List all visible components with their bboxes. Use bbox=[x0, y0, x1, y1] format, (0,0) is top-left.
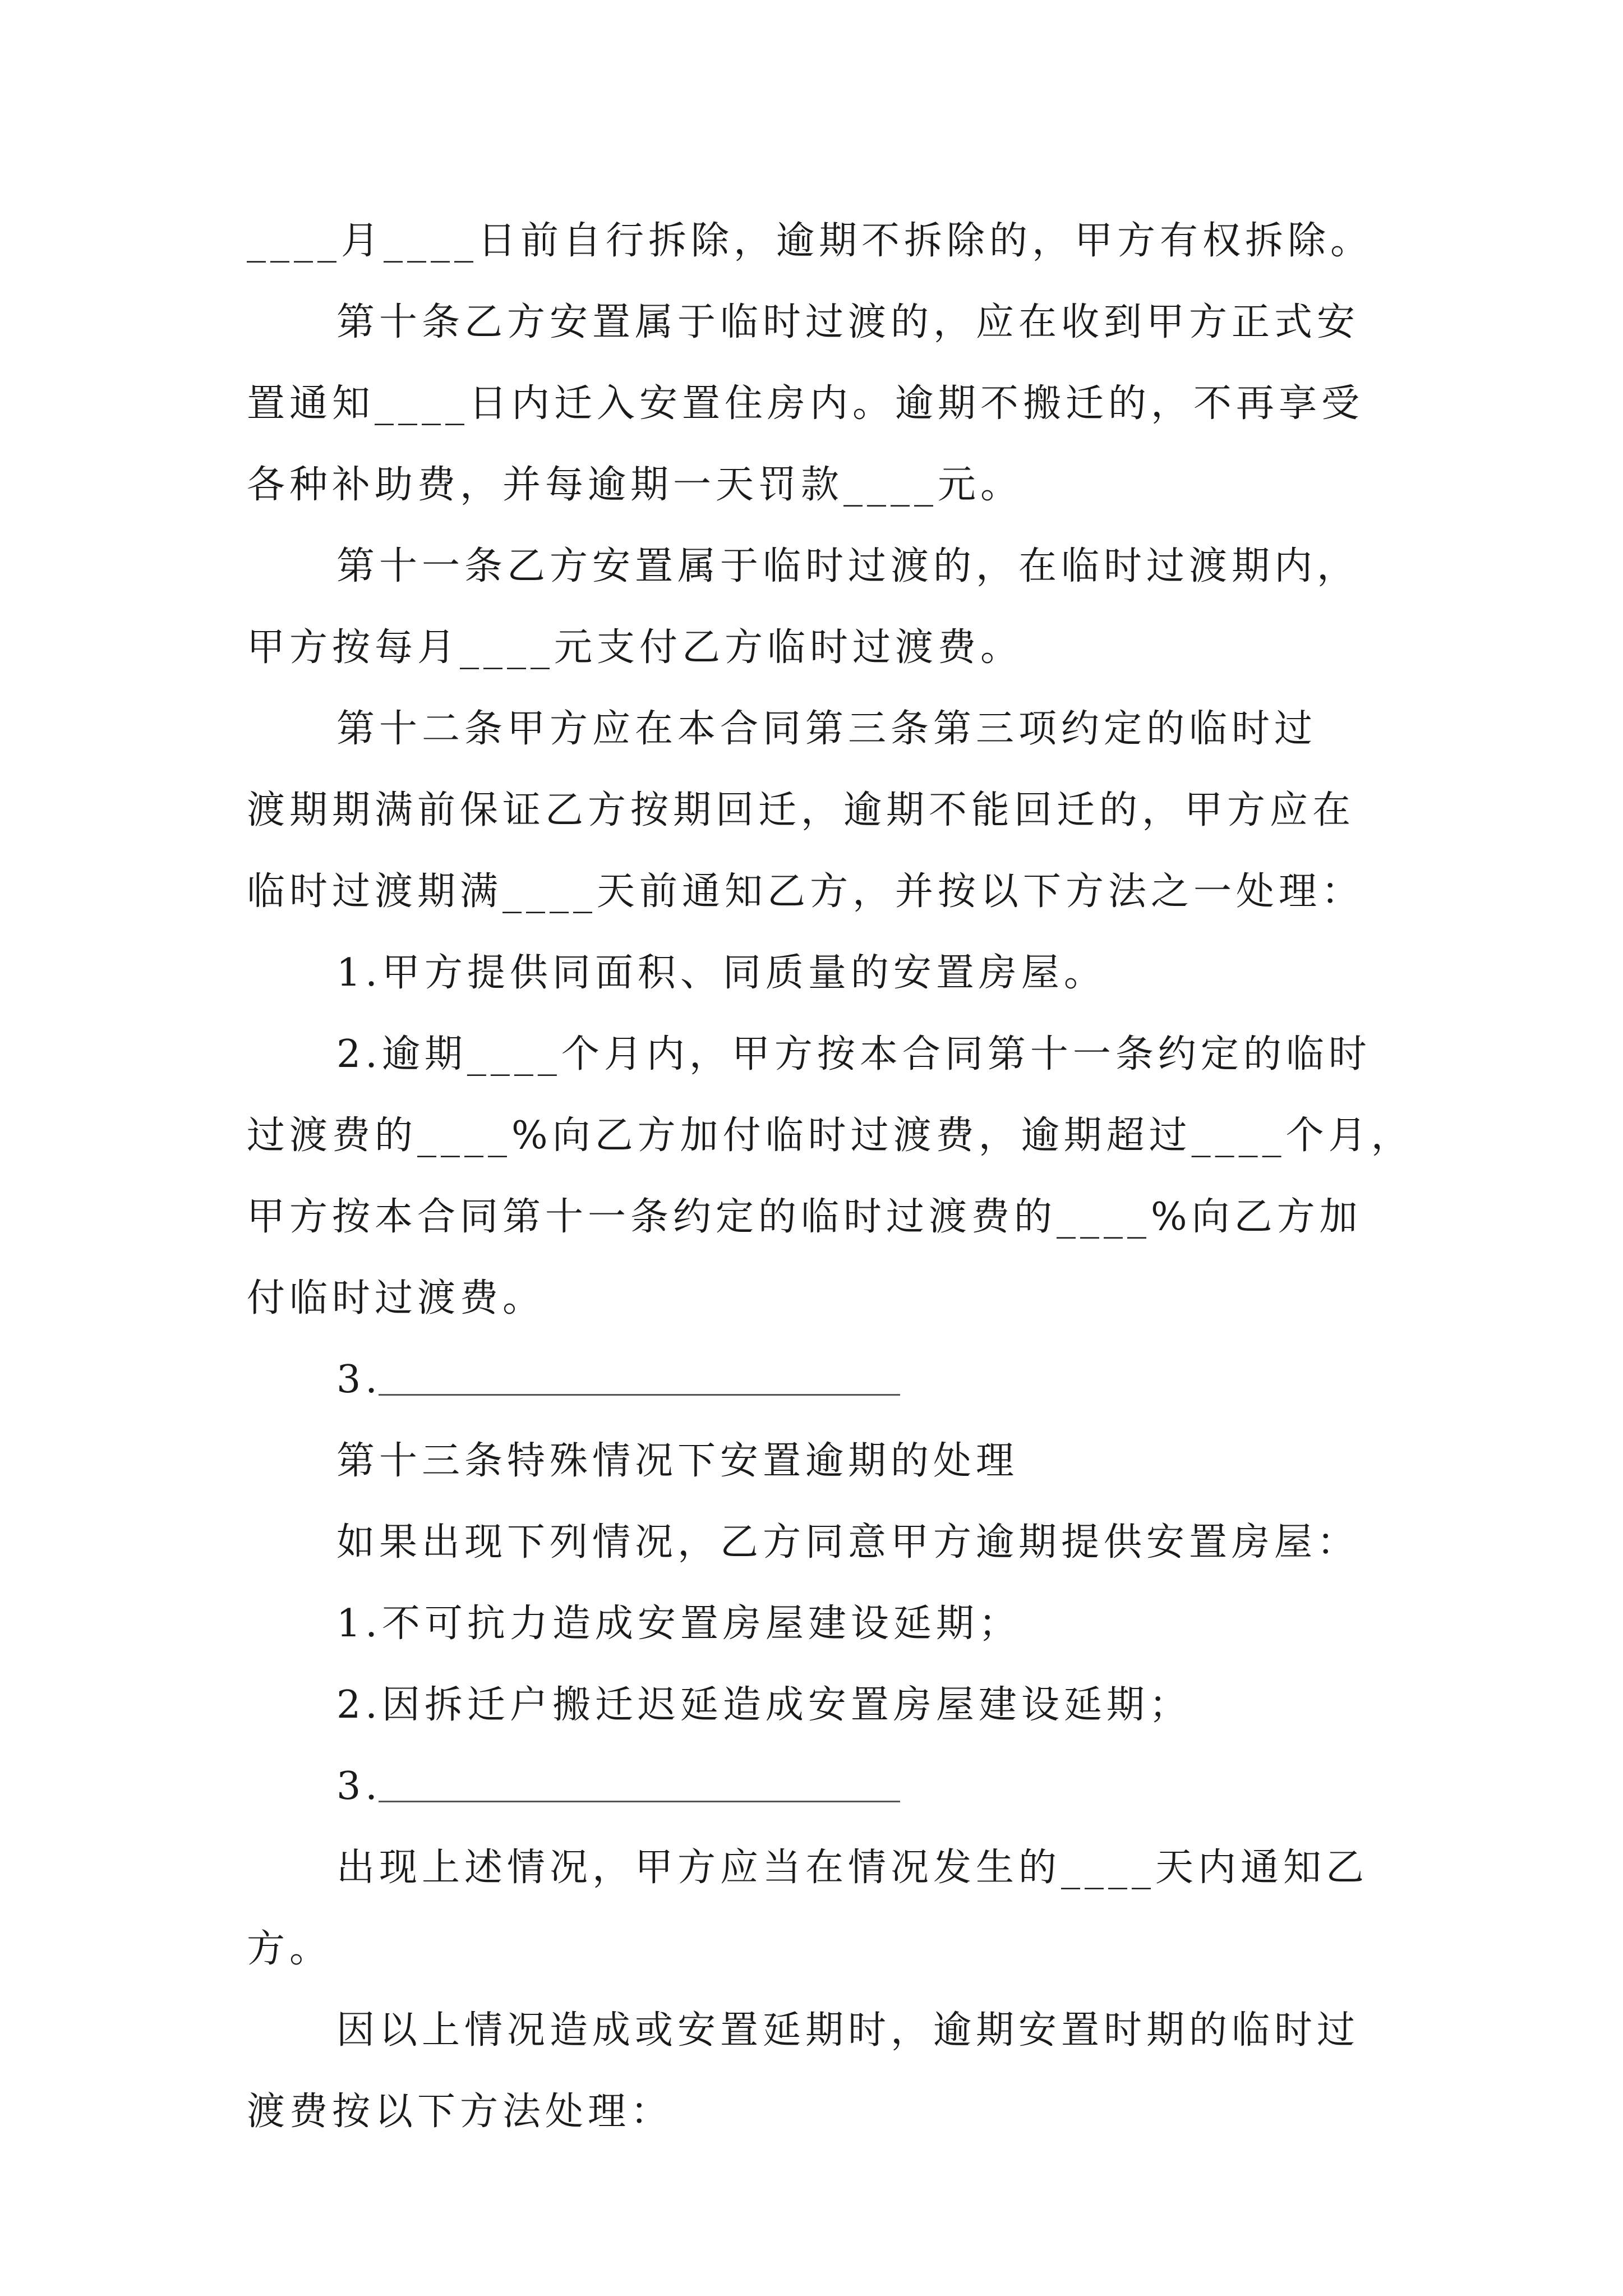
text-line: ____月____日前自行拆除，逾期不拆除的，甲方有权拆除。 bbox=[247, 219, 1373, 263]
text-line: 甲方按本合同第十一条约定的临时过渡费的____%向乙方加 bbox=[247, 1195, 1362, 1239]
blank-underline bbox=[379, 1801, 900, 1802]
text-line: 过渡费的____%向乙方加付临时过渡费，逾期超过____个月， bbox=[247, 1114, 1414, 1158]
text-line: 方。 bbox=[247, 1927, 333, 1971]
text-line: 第十一条乙方安置属于临时过渡的，在临时过渡期内， bbox=[336, 544, 1360, 588]
text-line: 3. bbox=[336, 1358, 382, 1402]
text-line: 第十三条特殊情况下安置逾期的处理 bbox=[336, 1439, 1019, 1483]
text-line: 第十二条甲方应在本合同第三条第三项约定的临时过 bbox=[336, 707, 1317, 751]
text-line: 第十条乙方安置属于临时过渡的，应在收到甲方正式安 bbox=[336, 300, 1360, 344]
text-line: 因以上情况造成或安置延期时，逾期安置时期的临时过 bbox=[336, 2008, 1360, 2053]
text-line: 2.逾期____个月内，甲方按本合同第十一条约定的临时 bbox=[336, 1032, 1371, 1076]
text-line: 付临时过渡费。 bbox=[247, 1276, 546, 1320]
text-line: 出现上述情况，甲方应当在情况发生的____天内通知乙 bbox=[336, 1846, 1369, 1890]
text-line: 置通知____日内迁入安置住房内。逾期不搬迁的，不再享受 bbox=[247, 381, 1364, 426]
text-line: 临时过渡期满____天前通知乙方，并按以下方法之一处理： bbox=[247, 869, 1364, 914]
text-line: 2.因拆迁户搬迁迟延造成安置房屋建设延期； bbox=[336, 1683, 1192, 1727]
text-line: 如果出现下列情况，乙方同意甲方逾期提供安置房屋： bbox=[336, 1520, 1360, 1565]
text-line: 1.甲方提供同面积、同质量的安置房屋。 bbox=[336, 951, 1106, 995]
text-line: 各种补助费，并每逾期一天罚款____元。 bbox=[247, 463, 1023, 507]
text-line: 3. bbox=[336, 1764, 382, 1809]
text-line: 甲方按每月____元支付乙方临时过渡费。 bbox=[247, 625, 1023, 670]
text-line: 渡期期满前保证乙方按期回迁，逾期不能回迁的，甲方应在 bbox=[247, 788, 1355, 832]
text-line: 1.不可抗力造成安置房屋建设延期； bbox=[336, 1602, 1021, 1646]
text-line: 渡费按以下方法处理： bbox=[247, 2090, 674, 2134]
blank-underline bbox=[379, 1394, 900, 1396]
